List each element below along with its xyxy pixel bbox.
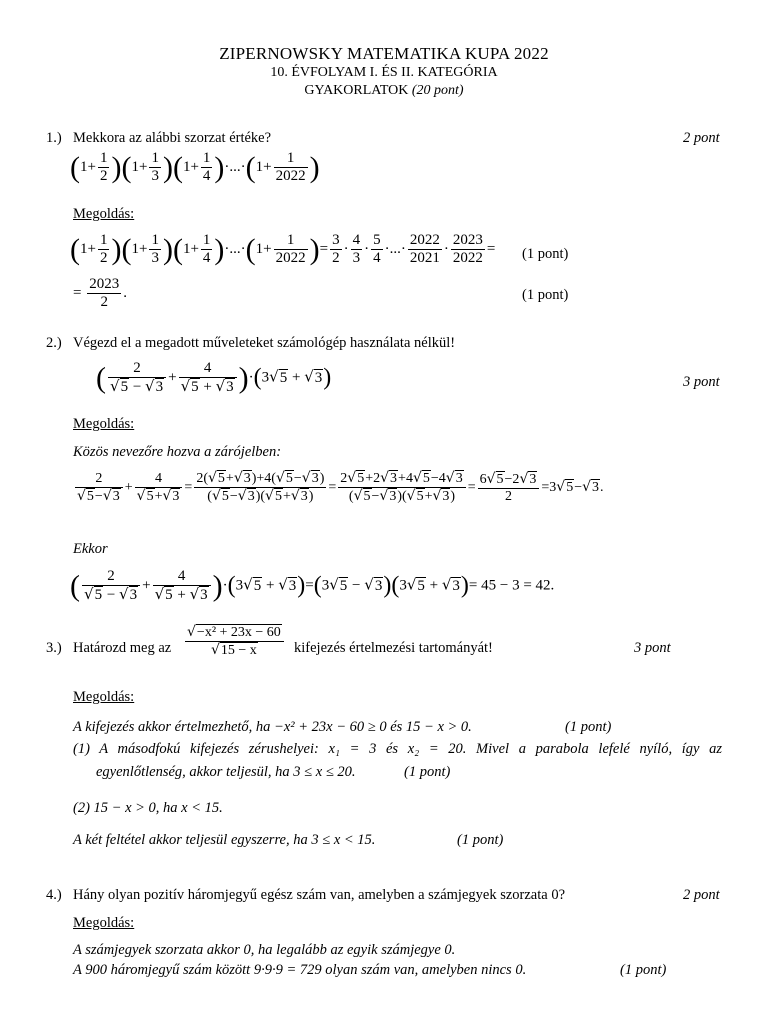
problem-3-line1: A kifejezés akkor értelmezhető, ha −x² + 23x − 60 ≥ 0 és 15 − x > 0. <box>73 719 472 735</box>
problem-4-line2: A 900 háromjegyű szám között 9·9·9 = 729 olyan szám van, amelyben nincs 0. <box>73 962 527 978</box>
problem-2-points: 3 pont <box>683 374 720 390</box>
problem-3-line3: egyenlőtlenség, akkor teljesül, ha 3 ≤ x ≤ 20. <box>96 764 356 780</box>
problem-3-line5-points: (1 pont) <box>457 832 504 848</box>
problem-4-line2-points: (1 pont) <box>620 962 667 978</box>
problem-1-points: 2 pont <box>683 130 720 146</box>
problem-3-line2: (1) A másodfokú kifejezés zérushelyei: x₁ = 3 és x₂ = 20. Mivel a parabola lefelé nyíló, így az <box>73 741 722 757</box>
problem-2-expression: ( $\frac{2}{√5 - √3}$ + $\frac{4}{√5 + √3}$ )·(3√5 + √3) <box>96 360 332 396</box>
problem-3-number: 3.) <box>46 640 62 656</box>
problem-3-solution-label: Megoldás: <box>73 689 135 705</box>
problem-3-expression: $\frac{\text{√−x² + 23x − 60}}{√15 - x}$ <box>183 624 286 659</box>
problem-1-line1-points: (1 pont) <box>522 246 569 262</box>
problem-3-line1-points: (1 pont) <box>565 719 612 735</box>
problem-3-question-post: kifejezés értelmezési tartományát! <box>294 640 493 656</box>
problem-3-line3-points: (1 pont) <box>404 764 451 780</box>
problem-1-expression: (1+ $\frac{1}{2}$ )(1+ $\frac{1}{3}$ )(1+ $\frac{1}{4}$ )·...·(1+ $\frac{1}{2022}$ ) <box>70 150 320 185</box>
problem-3-question-pre: Határozd meg az <box>73 640 172 656</box>
problem-3-line4: (2) 15 − x > 0, ha x < 15. <box>73 800 223 816</box>
problem-1-solution-line2: = $\frac{2023}{2}$ . <box>73 276 127 311</box>
problem-4-solution-label: Megoldás: <box>73 915 135 931</box>
problem-2-number: 2.) <box>46 335 62 351</box>
problem-2-solution-line1: $\frac{2}{√5-√3}$ + $\frac{4}{√5+√3}$ = $\frac{2(√5+√3)+4(√5-√3)}{(√5-√3)(√5+√3)}$ = $\frac{2√5+2√3+4√5-4√3}{(√5-√3)(√5+√3)}$ = $\frac{6√5-2√3}{2}$ =3√5−√3. <box>77 470 604 505</box>
problem-4-number: 4.) <box>46 887 62 903</box>
problem-2-solution-line2: ( $\frac{2}{√5 - √3}$ + $\frac{4}{√5 + √3}$ )·(3√5 + √3)=(3√5 − √3)(3√5 + √3)= 45 − 3 = 42. <box>70 568 555 604</box>
document-subtitle: 10. ÉVFOLYAM I. ÉS II. KATEGÓRIA <box>270 65 498 80</box>
problem-2-solution-label: Megoldás: <box>73 416 135 432</box>
problem-4-line1: A számjegyek szorzata akkor 0, ha legalább az egyik számjegye 0. <box>73 942 456 958</box>
problem-1-solution-label: Megoldás: <box>73 206 135 222</box>
problem-3-line5: A két feltétel akkor teljesül egyszerre, ha 3 ≤ x < 15. <box>73 832 376 848</box>
problem-2-question: Végezd el a megadott műveleteket számológép használata nélkül! <box>73 335 456 351</box>
problem-1-number: 1.) <box>46 130 62 146</box>
document-title: ZIPERNOWSKY MATEMATIKA KUPA 2022 <box>219 44 549 63</box>
problem-1-solution-line1: (1+ $\frac{1}{2}$ )(1+ $\frac{1}{3}$ )(1+ $\frac{1}{4}$ )·...·(1+ $\frac{1}{2022}$ )= $\frac{3}{2}$ · $\frac{4}{3}$ · $\frac{5}{4}$ ·...· $\frac{2022}{2021}$ · $\frac{2023}{2022}$ = <box>70 232 496 267</box>
result-denominator: 2 <box>100 294 108 311</box>
problem-3-points: 3 pont <box>634 640 671 656</box>
section-heading <box>0 83 768 99</box>
frac-2022: 2022 <box>275 168 306 185</box>
problem-4-question: Hány olyan pozitív háromjegyű egész szám van, amelyben a számjegyek szorzata 0? <box>73 887 566 903</box>
problem-2-step2: Ekkor <box>73 541 108 557</box>
problem-2-step1: Közös nevezőre hozva a zárójelben: <box>73 444 282 460</box>
problem-1-line2-points: (1 pont) <box>522 287 569 303</box>
problem-2-final: = 45 − 3 = 42. <box>468 577 555 594</box>
problem-4-points: 2 pont <box>683 887 720 903</box>
result-numerator: 2023 <box>87 276 121 294</box>
section-name: GYAKORLATOK <box>304 83 409 98</box>
problem-1-question: Mekkora az alábbi szorzat értéke? <box>73 130 272 146</box>
section-points: (20 pont) <box>411 83 464 98</box>
